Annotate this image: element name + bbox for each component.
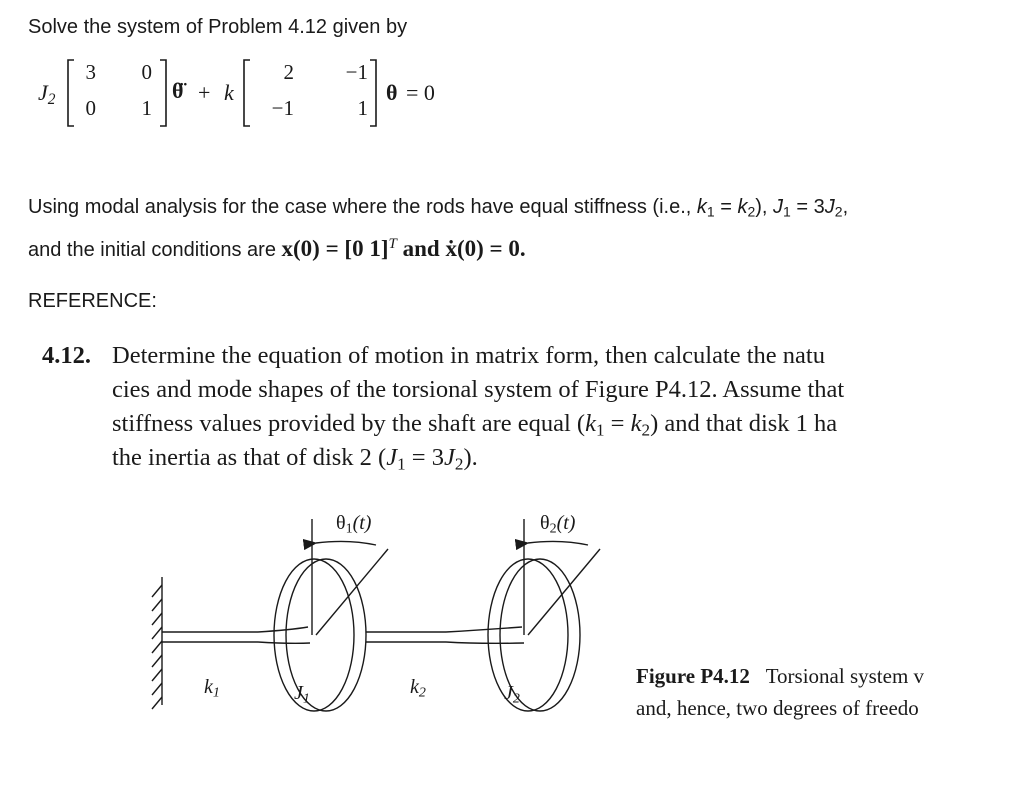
theta2-indicator [524,519,600,635]
torsional-system-diagram [140,505,620,745]
figure-caption-line-1: Figure P4.12 Torsional system v [636,664,925,688]
equation-J2: $J_2$ [38,80,56,108]
xdot0-expression: ẋ(0) = 0. [445,236,526,261]
matrix-equation [0,56,520,136]
k2-label: $k_2$ [410,676,426,701]
wall-hatching [152,585,162,709]
J1-label: $J_1$ [294,682,310,707]
problem-line-3: stiffness values provided by the shaft are equal $(k_1 = k_2)$ and that disk 1 ha [112,410,838,440]
k-11: 2 [283,60,294,84]
k-21: −1 [271,96,294,120]
problem-line-1: Determine the equation of motion in matrix form, then calculate the natu [112,342,825,369]
modal-analysis-line: Using modal analysis for the case where the rods have equal stiffness (i.e., $k_1 = k_2$), $J_1 = 3J_2$, [28,196,849,220]
initial-conditions-line: and the initial conditions are x(0) = [0 1]$^T$ and ẋ(0) = 0. [28,235,526,261]
figure-caption-line-2: and, hence, two degrees of freedo [636,696,919,720]
intro-text: Solve the system of Problem 4.12 given by [28,16,408,38]
equation-k: k [224,80,234,105]
shaft-k2 [366,632,446,642]
m-22: 1 [141,96,152,120]
problem-number: 4.12. [42,342,91,369]
reference-label: REFERENCE: [28,290,157,312]
figure-caption-label: Figure P4.12 [636,664,750,688]
theta2-label: $\theta_2(t)$ [540,512,576,537]
J2-label: $J_2$ [504,682,520,707]
m-12: 0 [141,60,152,84]
k1-label: $k_1$ [204,676,220,701]
shaft-k1 [162,632,258,642]
plus-sign: + [198,80,211,105]
equals-zero: = 0 [406,80,435,105]
theta-vector: θ [386,80,398,105]
problem-line-4: the inertia as that of disk 2 $(J_1 = 3J_2)$. [112,444,478,474]
theta1-label: $\theta_1(t)$ [336,512,372,537]
k-12: −1 [345,60,368,84]
m-11: 3 [85,60,96,84]
m-21: 0 [85,96,96,120]
problem-line-2: cies and mode shapes of the torsional system of Figure P4.12. Assume that [112,376,845,403]
x0-expression: x(0) = [0 1] [281,236,389,261]
k-22: 1 [357,96,368,120]
theta-ddot: θ̈ [172,78,184,103]
